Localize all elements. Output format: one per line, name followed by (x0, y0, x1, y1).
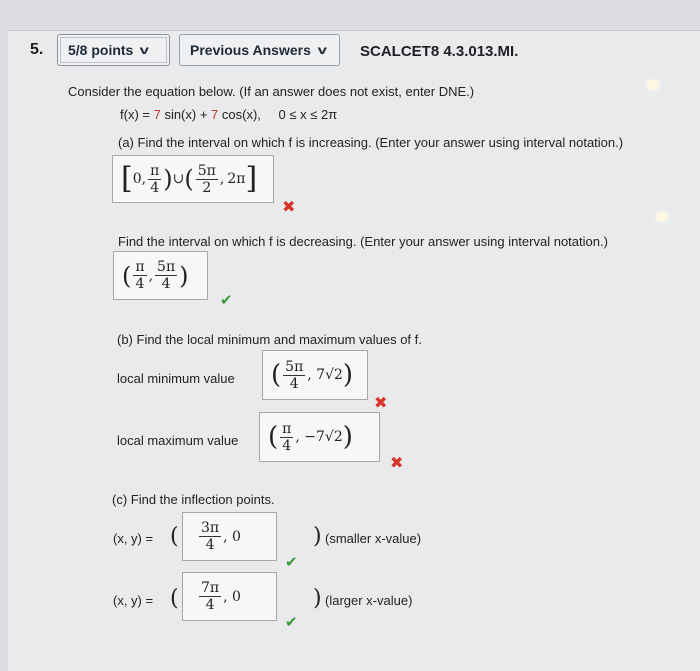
local-max-input[interactable]: ( $\frac{\pi}{4}$ , −7√2 ) (259, 412, 380, 462)
paren-open: ( (170, 586, 179, 611)
equation: f(x) = 7 sin(x) + 7 cos(x), 0 ≤ x ≤ 2π (120, 107, 338, 122)
chevron-down-icon: v (317, 43, 327, 57)
local-max-label: local maximum value (117, 433, 239, 448)
inflection-point-2-input[interactable]: $\frac{7\pi}{4}$ , 0 (182, 572, 277, 621)
correct-icon: ✔ (220, 292, 233, 309)
correct-icon: ✔ (285, 554, 298, 571)
paren-close: ) (313, 586, 322, 611)
local-min-input[interactable]: ( $\frac{5\pi}{4}$ , 7√2 ) (262, 350, 368, 400)
previous-answers-button[interactable] (179, 34, 340, 66)
question-code: SCALCET8 4.3.013.MI. (360, 43, 519, 60)
smaller-x-note: (smaller x-value) (325, 531, 422, 546)
question-number: 5. (30, 41, 44, 58)
part-c-prompt: (c) Find the inflection points. (112, 492, 275, 507)
paren-open: ( (170, 524, 179, 549)
paren-close: ) (313, 524, 322, 549)
correct-icon: ✔ (285, 614, 298, 631)
increasing-answer-input[interactable]: [ 0, $\frac{\pi}{4}$ ) ∪ ( $\frac{5\pi}{2}$ , 2π ] (112, 155, 274, 203)
larger-x-note: (larger x-value) (325, 593, 413, 608)
xy-label: (x, y) = (113, 593, 154, 608)
local-min-label: local minimum value (117, 371, 235, 386)
inflection-point-1-input[interactable]: $\frac{3\pi}{4}$ , 0 (182, 512, 277, 561)
previous-answers-label: Previous Answers (190, 42, 311, 58)
part-a-prompt: (a) Find the interval on which f is increasing. (Enter your answer using interval notation.) (118, 135, 624, 150)
points-label: 5/8 points (68, 42, 134, 58)
prompt: Consider the equation below. (If an answer does not exist, enter DNE.) (68, 84, 475, 99)
part-b-prompt: (b) Find the local minimum and maximum values of f. (117, 332, 422, 347)
incorrect-icon: ✖ (282, 199, 296, 216)
chevron-down-icon: v (140, 43, 150, 57)
decreasing-prompt: Find the interval on which f is decreasing. (Enter your answer using interval notation.) (118, 234, 608, 249)
incorrect-icon: ✖ (374, 395, 388, 412)
glare (656, 212, 668, 222)
points-dropdown[interactable] (57, 34, 170, 66)
incorrect-icon: ✖ (390, 455, 404, 472)
glare (647, 80, 659, 90)
decreasing-answer-input[interactable]: ( $\frac{\pi}{4}$ , $\frac{5\pi}{4}$ ) (113, 251, 208, 300)
xy-label: (x, y) = (113, 531, 154, 546)
